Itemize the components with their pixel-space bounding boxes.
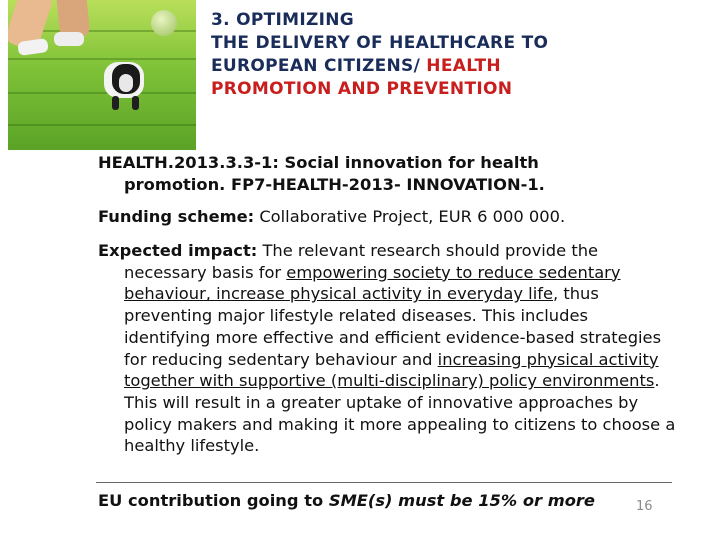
footer-emphasis: SME(s) must be 15% or more [328,491,595,510]
impact-underlined-1: empowering society to reduce sedentary behaviour, increase physical activity in everyday life [124,262,621,304]
title-line-3-red: HEALTH [426,56,501,76]
funding-scheme [98,206,678,228]
divider [96,482,672,483]
runner-shoe-back [54,32,84,46]
funding-value: Collaborative Project, EUR 6 000 000. [254,207,566,226]
dog-face [119,74,133,92]
runner-shoe [17,38,49,56]
topic-heading [98,152,678,195]
impact-text-2: , thus preventing major lifestyle related diseases. This includes identifying more effective and efficient evidence-based strategies for reducing sedentary behaviour and [124,284,662,369]
dog-leg [112,96,119,110]
title-line-3 [211,55,711,78]
title-line-3-prefix: EUROPEAN CITIZENS/ [211,56,427,76]
footer-note [98,490,678,512]
title-line-1: 3. OPTIMIZING [211,10,355,30]
ball [151,10,177,36]
dog-leg [132,96,139,110]
topic-line-2: promotion. FP7-HEALTH-2013- INNOVATION-1. [124,174,545,194]
topic-line-1: HEALTH.2013.3.3-1: Social innovation for health [98,153,539,172]
impact-text-3: . This will result in a greater uptake of innovative approaches by policy makers and making it more appealing to citizens to choose a healthy lifestyle. [124,371,676,456]
expected-impact [98,240,678,457]
impact-label: Expected impact: [98,241,258,260]
impact-text-1: The relevant research should provide the necessary basis for [124,241,599,282]
slide-title [211,9,711,101]
title-line-2: THE DELIVERY OF HEALTHCARE TO [211,33,549,53]
impact-underlined-2: increasing physical activity together with supportive (multi-disciplinary) policy environments [124,349,659,391]
funding-label: Funding scheme: [98,207,255,226]
page-number: 16 [636,499,653,514]
title-line-4: PROMOTION AND PREVENTION [211,79,513,99]
photo-running-dog [8,0,196,150]
footer-text: EU contribution going to [98,491,329,510]
